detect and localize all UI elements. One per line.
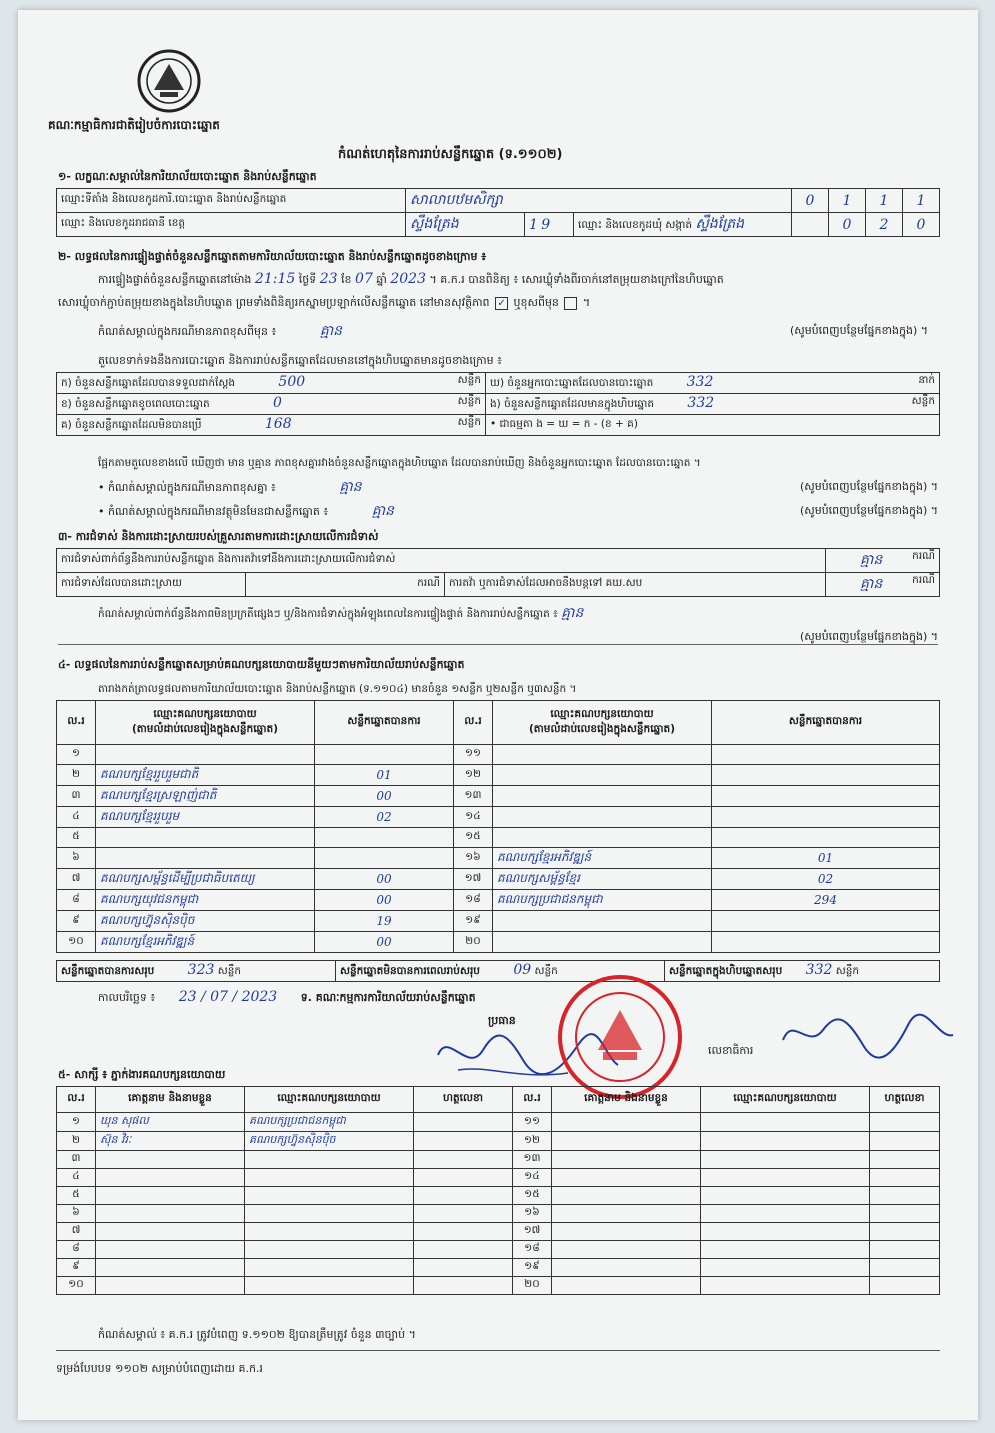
- document-sheet: [18, 10, 978, 1420]
- diff-note-line: កំណត់សម្គាល់ក្នុងករណីមានភាពខុសពីមុន ៖ គ្មាន (សូមបំពេញបន្ថែមផ្នែកខាងក្នុង) ។: [98, 323, 928, 339]
- figures-intro: តួលេខទាក់ទងនឹងការបោះឆ្នោត និងការរាប់សន្លឹកឆ្នោតដែលមាននៅក្នុងហិបឆ្នោតមានដូចខាងក្រោម ៖: [98, 354, 502, 367]
- province-code: 1 9: [525, 213, 574, 237]
- agent-signature: [870, 1277, 940, 1295]
- agent-signature: [870, 1132, 940, 1151]
- party-name: [96, 848, 315, 869]
- agent-signature: [870, 1113, 940, 1132]
- party-name: [493, 745, 712, 765]
- total-valid: សន្លឹកឆ្នោតបានការសរុប 323 សន្លឹក: [57, 961, 336, 982]
- agent-signature: [870, 1169, 940, 1187]
- agent-party: [701, 1113, 870, 1132]
- valid-votes: [712, 765, 940, 786]
- agent-name: [96, 1223, 245, 1241]
- footer-rule: [56, 1350, 940, 1351]
- irregularity-note: កំណត់សម្គាល់ពាក់ព័ន្ធនឹងភាពមិនប្រក្រតីផ្សេងៗ ឬ/និងការជំទាស់ក្នុងអំឡុងពេលនៃការផ្ទៀងផ្ទាត់ និងការរាប់សន្លឹកឆ្នោត ៖ គ្មាន: [98, 605, 584, 621]
- valid-votes: 00: [315, 869, 454, 890]
- party-name: គណបក្សសម្ព័ន្ធខ្មែរ: [493, 869, 712, 890]
- commune-label: ឈ្មោះ និងលេខកូដឃុំ សង្កាត់ ស្ទឹងត្រែង: [574, 213, 792, 237]
- row-number: ៤: [57, 1169, 96, 1187]
- agent-signature: [414, 1187, 513, 1205]
- party-name: គណបក្សខ្មែររួបរួមជាតិ: [96, 765, 315, 786]
- agent-name: [552, 1187, 701, 1205]
- section-4-sub: តារាងកត់ត្រាលទ្ធផលតាមការិយាល័យបោះឆ្នោត និងរាប់សន្លឹកឆ្នោត (ទ.១១០៤) មានចំនួន ១សន្លឹក ឬ២សន្លឹក ឬ៣សន្លឹក ។: [98, 683, 577, 695]
- agent-name: ស៊ុន វិរៈ: [96, 1132, 245, 1151]
- agent-party: [701, 1151, 870, 1169]
- col-party-2: ឈ្មោះគណបក្សនយោបាយ (តាមលំដាប់លេខរៀងក្នុងសន្លឹកឆ្នោត): [493, 701, 712, 745]
- verify-line-2: សោរឃ្លុំចាក់ភ្ជាប់តម្រុយខាងក្នុងនៃហិបឆ្នោត ព្រមទាំងពិនិត្យរកស្នាមប្រឡាក់លើសន្លឹកឆ្នោត នៅមានសុវត្ថិភាព ✓ ឬខុសពីមុន ។: [58, 296, 591, 309]
- witness-row: [57, 1132, 940, 1151]
- agent-name: [96, 1187, 245, 1205]
- footer-text: ទម្រង់បែបបទ ១១០២ សម្រាប់បំពេញដោយ គ.ក.រ: [56, 1362, 263, 1375]
- fig-d: ឃ) ចំនួនអ្នកបោះឆ្នោតដែលបានបោះឆ្នោត 332 នាក់: [486, 373, 940, 394]
- results-row: [57, 869, 940, 890]
- agent-party: [701, 1259, 870, 1277]
- valid-votes: [712, 911, 940, 932]
- agent-party: [245, 1205, 414, 1223]
- row-number: ១១: [513, 1113, 552, 1132]
- witness-row: [57, 1151, 940, 1169]
- party-name: [96, 745, 315, 765]
- row-number: ១៥: [454, 828, 493, 848]
- results-row: [57, 932, 940, 953]
- results-row: [57, 765, 940, 786]
- row-number: ១០: [57, 932, 96, 953]
- witness-row: [57, 1277, 940, 1295]
- valid-votes: [712, 745, 940, 765]
- ok-checkbox[interactable]: ✓: [495, 297, 508, 310]
- row-number: ១៤: [513, 1169, 552, 1187]
- discrepancy-check: ផ្អែកតាមតួលេខខាងលើ ឃើញថា មាន ឬគ្មាន ភាពខុសគ្នារវាងចំនួនសន្លឹកឆ្នោតក្នុងហិបឆ្នោត ដែលបានរាប់ឃើញ និងចំនួនអ្នកបោះឆ្នោត ដែលបានបោះឆ្នោត ។: [98, 457, 701, 469]
- agent-party: [701, 1205, 870, 1223]
- row-number: ១៣: [454, 786, 493, 807]
- official-seal-stamp: [553, 970, 688, 1105]
- total-invalid: សន្លឹកឆ្នោតមិនបានការពេលរាប់សរុប 09 សន្លឹក: [336, 961, 665, 982]
- agent-signature: [870, 1151, 940, 1169]
- results-row: [57, 848, 940, 869]
- party-name: គណបក្សប្រជាជនកម្ពុជា: [493, 890, 712, 911]
- results-row: [57, 745, 940, 765]
- col-party: ឈ្មោះគណបក្សនយោបាយ (តាមលំដាប់លេខរៀងក្នុងសន្លឹកឆ្នោត): [96, 701, 315, 745]
- row-number: ១៨: [454, 890, 493, 911]
- agent-name: [552, 1132, 701, 1151]
- agent-party: [245, 1277, 414, 1295]
- witness-row: [57, 1259, 940, 1277]
- objection-appeal-count: គ្មាន ករណី: [826, 573, 940, 597]
- agent-signature: [414, 1259, 513, 1277]
- agent-name: [552, 1259, 701, 1277]
- fig-b: ខ) ចំនួនសន្លឹកឆ្នោតខូចពេលបោះឆ្នោត 0 សន្លឹក: [57, 394, 486, 415]
- agent-party: គណបក្សប្រជាជនកម្ពុជា: [245, 1113, 414, 1132]
- section-5-title: ៥- សាក្សី ៖ ភ្នាក់ងារគណបក្សនយោបាយ: [58, 1068, 226, 1081]
- nec-emblem: [136, 48, 202, 114]
- agent-signature: [414, 1169, 513, 1187]
- witness-row: [57, 1223, 940, 1241]
- valid-votes: 01: [315, 765, 454, 786]
- valid-votes: [315, 745, 454, 765]
- changed-checkbox[interactable]: [564, 297, 577, 310]
- agent-signature: [414, 1132, 513, 1151]
- row-number: ១៦: [513, 1205, 552, 1223]
- agent-signature: [870, 1259, 940, 1277]
- w-col-party-2: ឈ្មោះគណបក្សនយោបាយ: [701, 1087, 870, 1113]
- row-number: ១៥: [513, 1187, 552, 1205]
- valid-votes: [712, 786, 940, 807]
- row-number: ៧: [57, 869, 96, 890]
- agent-signature: [414, 1205, 513, 1223]
- secretary-label: លេខាធិការ: [708, 1044, 754, 1057]
- row-number: ១៧: [513, 1223, 552, 1241]
- row-number: ៣: [57, 1151, 96, 1169]
- objection-row-1: ការជំទាស់ពាក់ព័ន្ធនឹងការរាប់សន្លឹកឆ្នោត និងការតវ៉ាទៅនឹងការដោះស្រាយលើការជំទាស់: [57, 549, 826, 573]
- w-col-sign-2: ហត្ថលេខា: [870, 1087, 940, 1113]
- row-number: ២: [57, 765, 96, 786]
- results-row: [57, 807, 940, 828]
- agent-party: [701, 1241, 870, 1259]
- party-name: គណបក្សយុវជនកម្ពុជា: [96, 890, 315, 911]
- date-line: កាលបរិច្ឆេទ ៖ 23 / 07 / 2023 ទ. គណៈកម្មការការិយាល័យរាប់សន្លឹកឆ្នោត: [98, 989, 476, 1005]
- chair-label: ប្រធាន: [488, 1014, 516, 1027]
- agent-name: [552, 1277, 701, 1295]
- agent-party: [245, 1151, 414, 1169]
- row-number: ១០: [57, 1277, 96, 1295]
- w-col-name-2: គោត្តនាម និងនាមខ្លួន: [552, 1087, 701, 1113]
- col-votes: សន្លឹកឆ្នោតបានការ: [315, 701, 454, 745]
- location-code-2: 1: [829, 189, 866, 213]
- row-number: ៨: [57, 1241, 96, 1259]
- agent-name: ឃុន សុផល: [96, 1113, 245, 1132]
- row-number: ៨: [57, 890, 96, 911]
- fig-formula: • ជាធម្មតា ង = ឃ = ក - (ខ + គ): [486, 415, 940, 436]
- agent-name: [96, 1169, 245, 1187]
- results-row: [57, 911, 940, 932]
- agent-party: [245, 1241, 414, 1259]
- commune-code-2: 2: [866, 213, 903, 237]
- row-number: ១៤: [454, 807, 493, 828]
- valid-votes: [712, 932, 940, 953]
- results-row: [57, 786, 940, 807]
- w-col-no-2: ល.រ: [513, 1087, 552, 1113]
- row-number: ៤: [57, 807, 96, 828]
- witness-row: [57, 1113, 940, 1132]
- row-number: ៦: [57, 848, 96, 869]
- agent-name: [96, 1277, 245, 1295]
- row-number: ១: [57, 1113, 96, 1132]
- results-row: [57, 828, 940, 848]
- party-name: គណបក្សខ្មែរអភិវឌ្ឍន៍: [493, 848, 712, 869]
- row-number: ១៩: [513, 1259, 552, 1277]
- party-name: [493, 765, 712, 786]
- row-number: ២០: [513, 1277, 552, 1295]
- row-number: ៧: [57, 1223, 96, 1241]
- party-name: [493, 911, 712, 932]
- row-number: ១៦: [454, 848, 493, 869]
- witness-row: [57, 1205, 940, 1223]
- row-number: ៦: [57, 1205, 96, 1223]
- row-number: ២០: [454, 932, 493, 953]
- agent-party: [245, 1187, 414, 1205]
- w-col-party: ឈ្មោះគណបក្សនយោបាយ: [245, 1087, 414, 1113]
- row-number: ៩: [57, 1259, 96, 1277]
- agent-name: [552, 1223, 701, 1241]
- agent-name: [96, 1259, 245, 1277]
- party-name: [96, 828, 315, 848]
- agent-signature: [870, 1241, 940, 1259]
- objections-table: [56, 548, 940, 597]
- party-name: [493, 786, 712, 807]
- commune-code-spacer: [792, 213, 829, 237]
- party-name: គណបក្សហ្វ៊ុនស៊ិនប៉ិច: [96, 911, 315, 932]
- party-name: គណបក្សខ្មែររួបរួម: [96, 807, 315, 828]
- valid-votes: 02: [315, 807, 454, 828]
- objection-resolved-count: ករណី: [246, 573, 445, 597]
- w-col-sign: ហត្ថលេខា: [414, 1087, 513, 1113]
- witness-table: [56, 1086, 940, 1295]
- agent-name: [552, 1151, 701, 1169]
- party-name: [493, 932, 712, 953]
- final-note: កំណត់សម្គាល់ ៖ គ.ក.រ ត្រូវបំពេញ ទ.១១០២ ឱ្យបានត្រឹមត្រូវ ចំនួន ៣ច្បាប់ ។: [98, 1328, 416, 1341]
- objection-appeal: ការតវ៉ា ឬការជំទាស់ដែលអាចនឹងបន្តទៅ គឃ.សប: [445, 573, 826, 597]
- section-1-table: [56, 188, 940, 237]
- total-box: សន្លឹកឆ្នោតក្នុងហិបឆ្នោតសរុប 332 សន្លឹក: [665, 961, 940, 982]
- row-number: ៥: [57, 828, 96, 848]
- row-number: ៩: [57, 911, 96, 932]
- valid-votes: [315, 828, 454, 848]
- agent-party: [701, 1223, 870, 1241]
- valid-votes: 02: [712, 869, 940, 890]
- row-number: ២: [57, 1132, 96, 1151]
- section-1-title: ១- លក្ខណៈសម្គាល់នៃការិយាល័យបោះឆ្នោត និងរាប់សន្លឹកឆ្នោត: [58, 170, 317, 183]
- bullet-non-ballot: • កំណត់សម្គាល់ក្នុងករណីមានវត្ថុមិនមែនជាសន្លឹកឆ្នោត ៖ គ្មាន (សូមបំពេញបន្ថែមផ្នែកខាងក្នុង) ។: [98, 503, 938, 519]
- col-no: ល.រ: [57, 701, 96, 745]
- valid-votes: [315, 848, 454, 869]
- agent-party: គណបក្សហ្វ៊ុនស៊ិនប៉ិច: [245, 1132, 414, 1151]
- secretary-signature: [778, 1005, 958, 1065]
- col-votes-2: សន្លឹកឆ្នោតបានការ: [712, 701, 940, 745]
- w-col-no: ល.រ: [57, 1087, 96, 1113]
- valid-votes: 19: [315, 911, 454, 932]
- irregularity-line: (សូមបំពេញបន្ថែមផ្នែកខាងក្នុង) ។: [58, 630, 938, 645]
- valid-votes: [712, 828, 940, 848]
- row-number: ១២: [513, 1132, 552, 1151]
- agent-party: [245, 1259, 414, 1277]
- agent-signature: [414, 1113, 513, 1132]
- valid-votes: 00: [315, 786, 454, 807]
- party-name: [493, 828, 712, 848]
- row-number: ១៣: [513, 1151, 552, 1169]
- valid-votes: 01: [712, 848, 940, 869]
- row-number: ៥: [57, 1187, 96, 1205]
- bullet-diff: • កំណត់សម្គាល់ក្នុងករណីមានភាពខុសគ្នា ៖ គ្មាន (សូមបំពេញបន្ថែមផ្នែកខាងក្នុង) ។: [98, 479, 938, 495]
- agent-party: [701, 1187, 870, 1205]
- totals-table: [56, 960, 940, 982]
- location-code-3: 1: [866, 189, 903, 213]
- w-col-name: គោត្តនាម និងនាមខ្លួន: [96, 1087, 245, 1113]
- row-number: ១៧: [454, 869, 493, 890]
- fig-c: គ) ចំនួនសន្លឹកឆ្នោតដែលមិនបានប្រើ 168 សន្លឹក: [57, 415, 486, 436]
- location-label: ឈ្មោះទីតាំង និងលេខកូដការិ.បោះឆ្នោត និងរាប់សន្លឹកឆ្នោត: [57, 189, 406, 213]
- section-4-title: ៤- លទ្ធផលនៃការរាប់សន្លឹកឆ្នោតសម្រាប់គណបក្សនយោបាយនីមួយៗតាមការិយាល័យរាប់សន្លឹកឆ្នោត: [58, 658, 465, 671]
- witness-row: [57, 1187, 940, 1205]
- col-no-2: ល.រ: [454, 701, 493, 745]
- agent-signature: [414, 1223, 513, 1241]
- row-number: ១៩: [454, 911, 493, 932]
- objection-count-1: គ្មាន ករណី: [826, 549, 940, 573]
- row-number: ៣: [57, 786, 96, 807]
- location-value: សាលាបឋមសិក្សា: [406, 189, 792, 213]
- results-table: [56, 700, 940, 953]
- agent-party: [245, 1169, 414, 1187]
- party-name: [493, 807, 712, 828]
- witness-row: [57, 1169, 940, 1187]
- location-code-4: 1: [903, 189, 940, 213]
- commission-name: គណៈកម្មាធិការជាតិរៀបចំការបោះឆ្នោត: [48, 118, 220, 132]
- agent-name: [552, 1241, 701, 1259]
- results-row: [57, 890, 940, 911]
- agent-party: [701, 1277, 870, 1295]
- agent-name: [552, 1169, 701, 1187]
- agent-name: [552, 1205, 701, 1223]
- location-code-1: 0: [792, 189, 829, 213]
- agent-name: [96, 1151, 245, 1169]
- fig-a: ក) ចំនួនសន្លឹកឆ្នោតដែលបានទទួលដាក់ស្តែង 500 សន្លឹក: [57, 373, 486, 394]
- figures-table: [56, 372, 940, 436]
- row-number: ១១: [454, 745, 493, 765]
- agent-signature: [870, 1223, 940, 1241]
- commune-code-1: 0: [829, 213, 866, 237]
- witness-row: [57, 1241, 940, 1259]
- party-name: គណបក្សខ្មែរស្រឡាញ់ជាតិ: [96, 786, 315, 807]
- party-name: គណបក្សខ្មែរអភិវឌ្ឍន៍: [96, 932, 315, 953]
- row-number: ១២: [454, 765, 493, 786]
- agent-party: [701, 1169, 870, 1187]
- fig-e: ង) ចំនួនសន្លឹកឆ្នោតដែលមានក្នុងហិបឆ្នោត 332 សន្លឹក: [486, 394, 940, 415]
- agent-name: [96, 1205, 245, 1223]
- valid-votes: 00: [315, 890, 454, 911]
- verify-line-1: ការផ្ទៀងផ្ទាត់ចំនួនសន្លឹកឆ្នោតនៅម៉ោង 21:15 ថ្ងៃទី 23 ខែ 07 ឆ្នាំ 2023 ។ គ.ក.រ បានពិនិត្យ ៖ សោរឃ្លុំទាំងពីរចាក់នៅតម្រុយខាងក្រៅនៃហិបឆ្នោត: [98, 271, 724, 287]
- valid-votes: 294: [712, 890, 940, 911]
- agent-signature: [414, 1241, 513, 1259]
- agent-signature: [414, 1151, 513, 1169]
- objection-resolved: ការជំទាស់ដែលបានដោះស្រាយ: [57, 573, 246, 597]
- row-number: ១៨: [513, 1241, 552, 1259]
- row-number: ១: [57, 745, 96, 765]
- province-value: ស្ទឹងត្រែង: [406, 213, 525, 237]
- commune-code-3: 0: [903, 213, 940, 237]
- agent-signature: [870, 1205, 940, 1223]
- agent-name: [552, 1113, 701, 1132]
- form-title: កំណត់ហេតុនៃការរាប់សន្លឹកឆ្នោត (ទ.១១០២): [338, 147, 563, 162]
- agent-name: [96, 1241, 245, 1259]
- valid-votes: 00: [315, 932, 454, 953]
- section-3-title: ៣- ការជំទាស់ និងការដោះស្រាយរបស់គ្រួសារតាមការដោះស្រាយលើការជំទាស់: [58, 530, 379, 543]
- agent-party: [701, 1132, 870, 1151]
- agent-signature: [870, 1187, 940, 1205]
- valid-votes: [712, 807, 940, 828]
- party-name: គណបក្សសម្ព័ន្ធដើម្បីប្រជាធិបតេយ្យ: [96, 869, 315, 890]
- province-label: ឈ្មោះ និងលេខកូដរាជធានី ខេត្ត: [57, 213, 406, 237]
- section-2-title: ២- លទ្ធផលនៃការផ្ទៀងផ្ទាត់ចំនួនសន្លឹកឆ្នោតតាមការិយាល័យបោះឆ្នោត និងរាប់សន្លឹកឆ្នោតដូចខាងក្រោម ៖: [58, 250, 487, 263]
- agent-signature: [414, 1277, 513, 1295]
- agent-party: [245, 1223, 414, 1241]
